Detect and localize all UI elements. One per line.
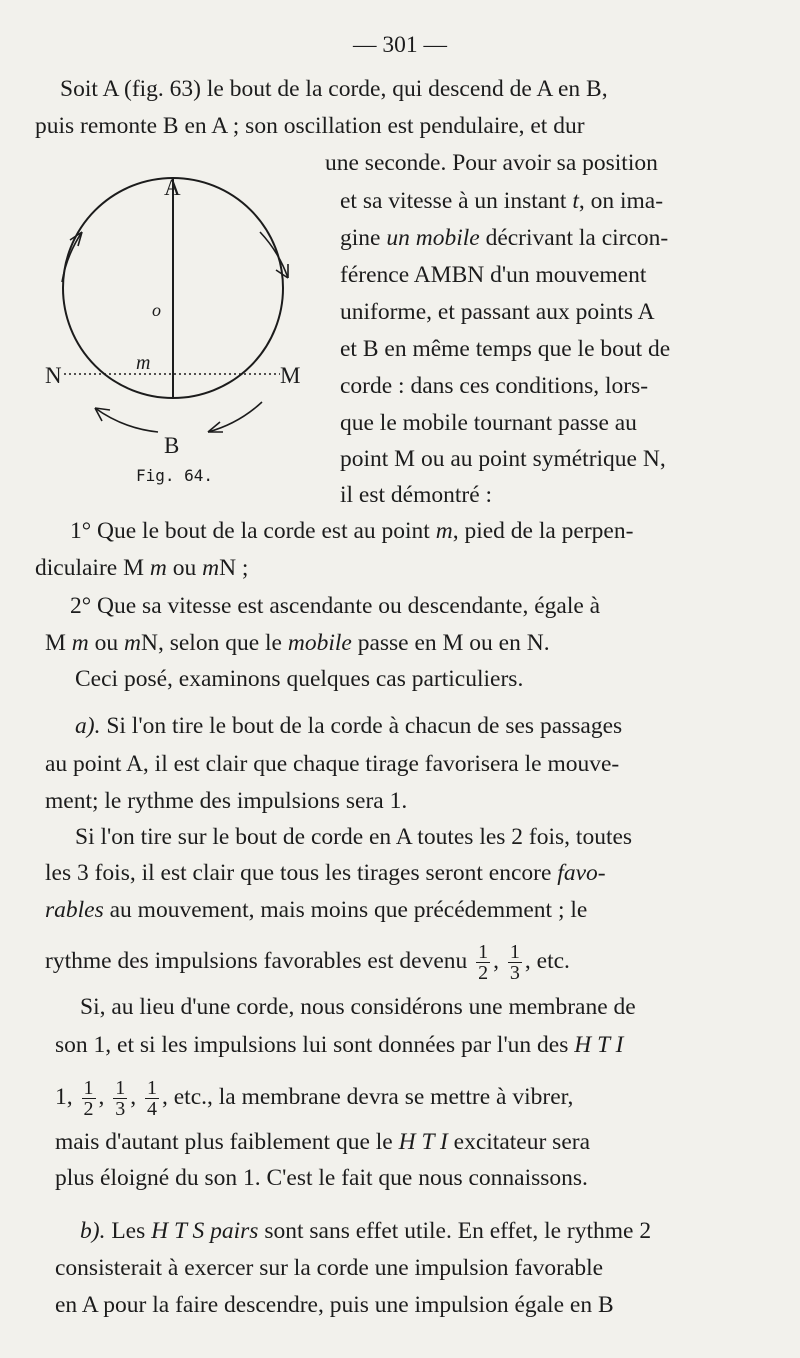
label-M: M: [280, 363, 301, 388]
text-line-10: que le mobile tournant passe au: [340, 410, 637, 436]
text-line-23: rables au mouvement, mais moins que précédemment ; le: [45, 897, 588, 923]
text-line-16: M m ou mN, selon que le mobile passe en M ou en N.: [45, 630, 550, 656]
text-line-18: a). Si l'on tire le bout de la corde à chacun de ses passages: [75, 713, 623, 739]
label-N: N: [45, 363, 62, 388]
text-line-25: Si, au lieu d'une corde, nous considérons une membrane de: [80, 994, 636, 1020]
label-B: B: [164, 433, 180, 458]
text-line-32: en A pour la faire descendre, puis une impulsion égale en B: [55, 1292, 614, 1318]
arc-arrow-right-bottom: [208, 402, 262, 432]
text-line-15: 2° Que sa vitesse est ascendante ou descendante, égale à: [70, 593, 601, 619]
text-line-19: au point A, il est clair que chaque tirage favorisera le mouve-: [45, 751, 620, 777]
text-line-13: 1° Que le bout de la corde est au point m, pied de la perpen-: [70, 518, 634, 544]
text-line-20: ment; le rythme des impulsions sera 1.: [45, 788, 408, 814]
fraction-1-2b: $\frac{1}{2}$: [83, 1077, 94, 1120]
text-line-5: gine un mobile décrivant la circon-: [340, 225, 669, 251]
text-line-2: puis remonte B en A ; son oscillation est pendulaire, et dur: [35, 113, 585, 139]
text-line-7: uniforme, et passant aux points A: [340, 299, 655, 325]
text-line-9: corde : dans ces conditions, lors-: [340, 373, 649, 399]
circle-diagram: [40, 170, 330, 500]
fraction-1-4: $\frac{1}{4}$: [147, 1077, 157, 1120]
text-line-1: Soit A (fig. 63) le bout de la corde, qui descend de A en B,: [60, 76, 608, 102]
arc-arrow-right-top: [260, 232, 288, 278]
text-line-14: diculaire M m ou mN ;: [35, 555, 249, 581]
text-line-29: plus éloigné du son 1. C'est le fait que nous connaissons.: [55, 1165, 588, 1191]
text-line-4: et sa vitesse à un instant t, on ima-: [340, 188, 664, 214]
fraction-1-2: $\frac{1}{2}$: [478, 941, 489, 984]
text-line-11: point M ou au point symétrique N,: [340, 446, 666, 472]
text-line-30: b). Les H T S pairs sont sans effet utile. En effet, le rythme 2: [80, 1218, 652, 1244]
text-line-6: férence AMBN d'un mouvement: [340, 262, 647, 288]
text-line-8: et B en même temps que le bout de: [340, 336, 671, 362]
text-line-3: une seconde. Pour avoir sa position: [325, 150, 658, 176]
text-line-17: Ceci posé, examinons quelques cas particuliers.: [75, 666, 524, 692]
label-m: m: [136, 352, 151, 374]
fraction-1-3: $\frac{1}{3}$: [509, 941, 520, 984]
text-line-21: Si l'on tire sur le bout de corde en A toutes les 2 fois, toutes: [75, 824, 633, 850]
text-line-26: son 1, et si les impulsions lui sont données par l'un des H T I: [55, 1032, 624, 1058]
figure-64: [40, 170, 330, 500]
arc-arrow-left-bottom: [95, 408, 158, 432]
text-line-22: les 3 fois, il est clair que tous les tirages seront encore favo-: [45, 860, 606, 886]
text-line-28: mais d'autant plus faiblement que le H T I excitateur sera: [55, 1129, 591, 1155]
label-o: o: [152, 300, 161, 320]
fraction-1-3b: $\frac{1}{3}$: [115, 1077, 126, 1120]
page-number: — 301 —: [353, 32, 447, 58]
text-line-12: il est démontré :: [340, 482, 493, 508]
text-line-27: 1, $\frac{1}{2}$ , $\frac{1}{3}$ , $\frac{1}{4}$ , etc., la membrane devra se mettre à vibrer,: [55, 1077, 574, 1120]
text-line-31: consisterait à exercer sur la corde une impulsion favorable: [55, 1255, 604, 1281]
text-line-24: rythme des impulsions favorables est devenu $\frac{1}{2}$ , $\frac{1}{3}$ , etc.: [45, 941, 570, 984]
figure-caption: Fig. 64.: [136, 466, 214, 485]
label-A: A: [164, 175, 181, 200]
